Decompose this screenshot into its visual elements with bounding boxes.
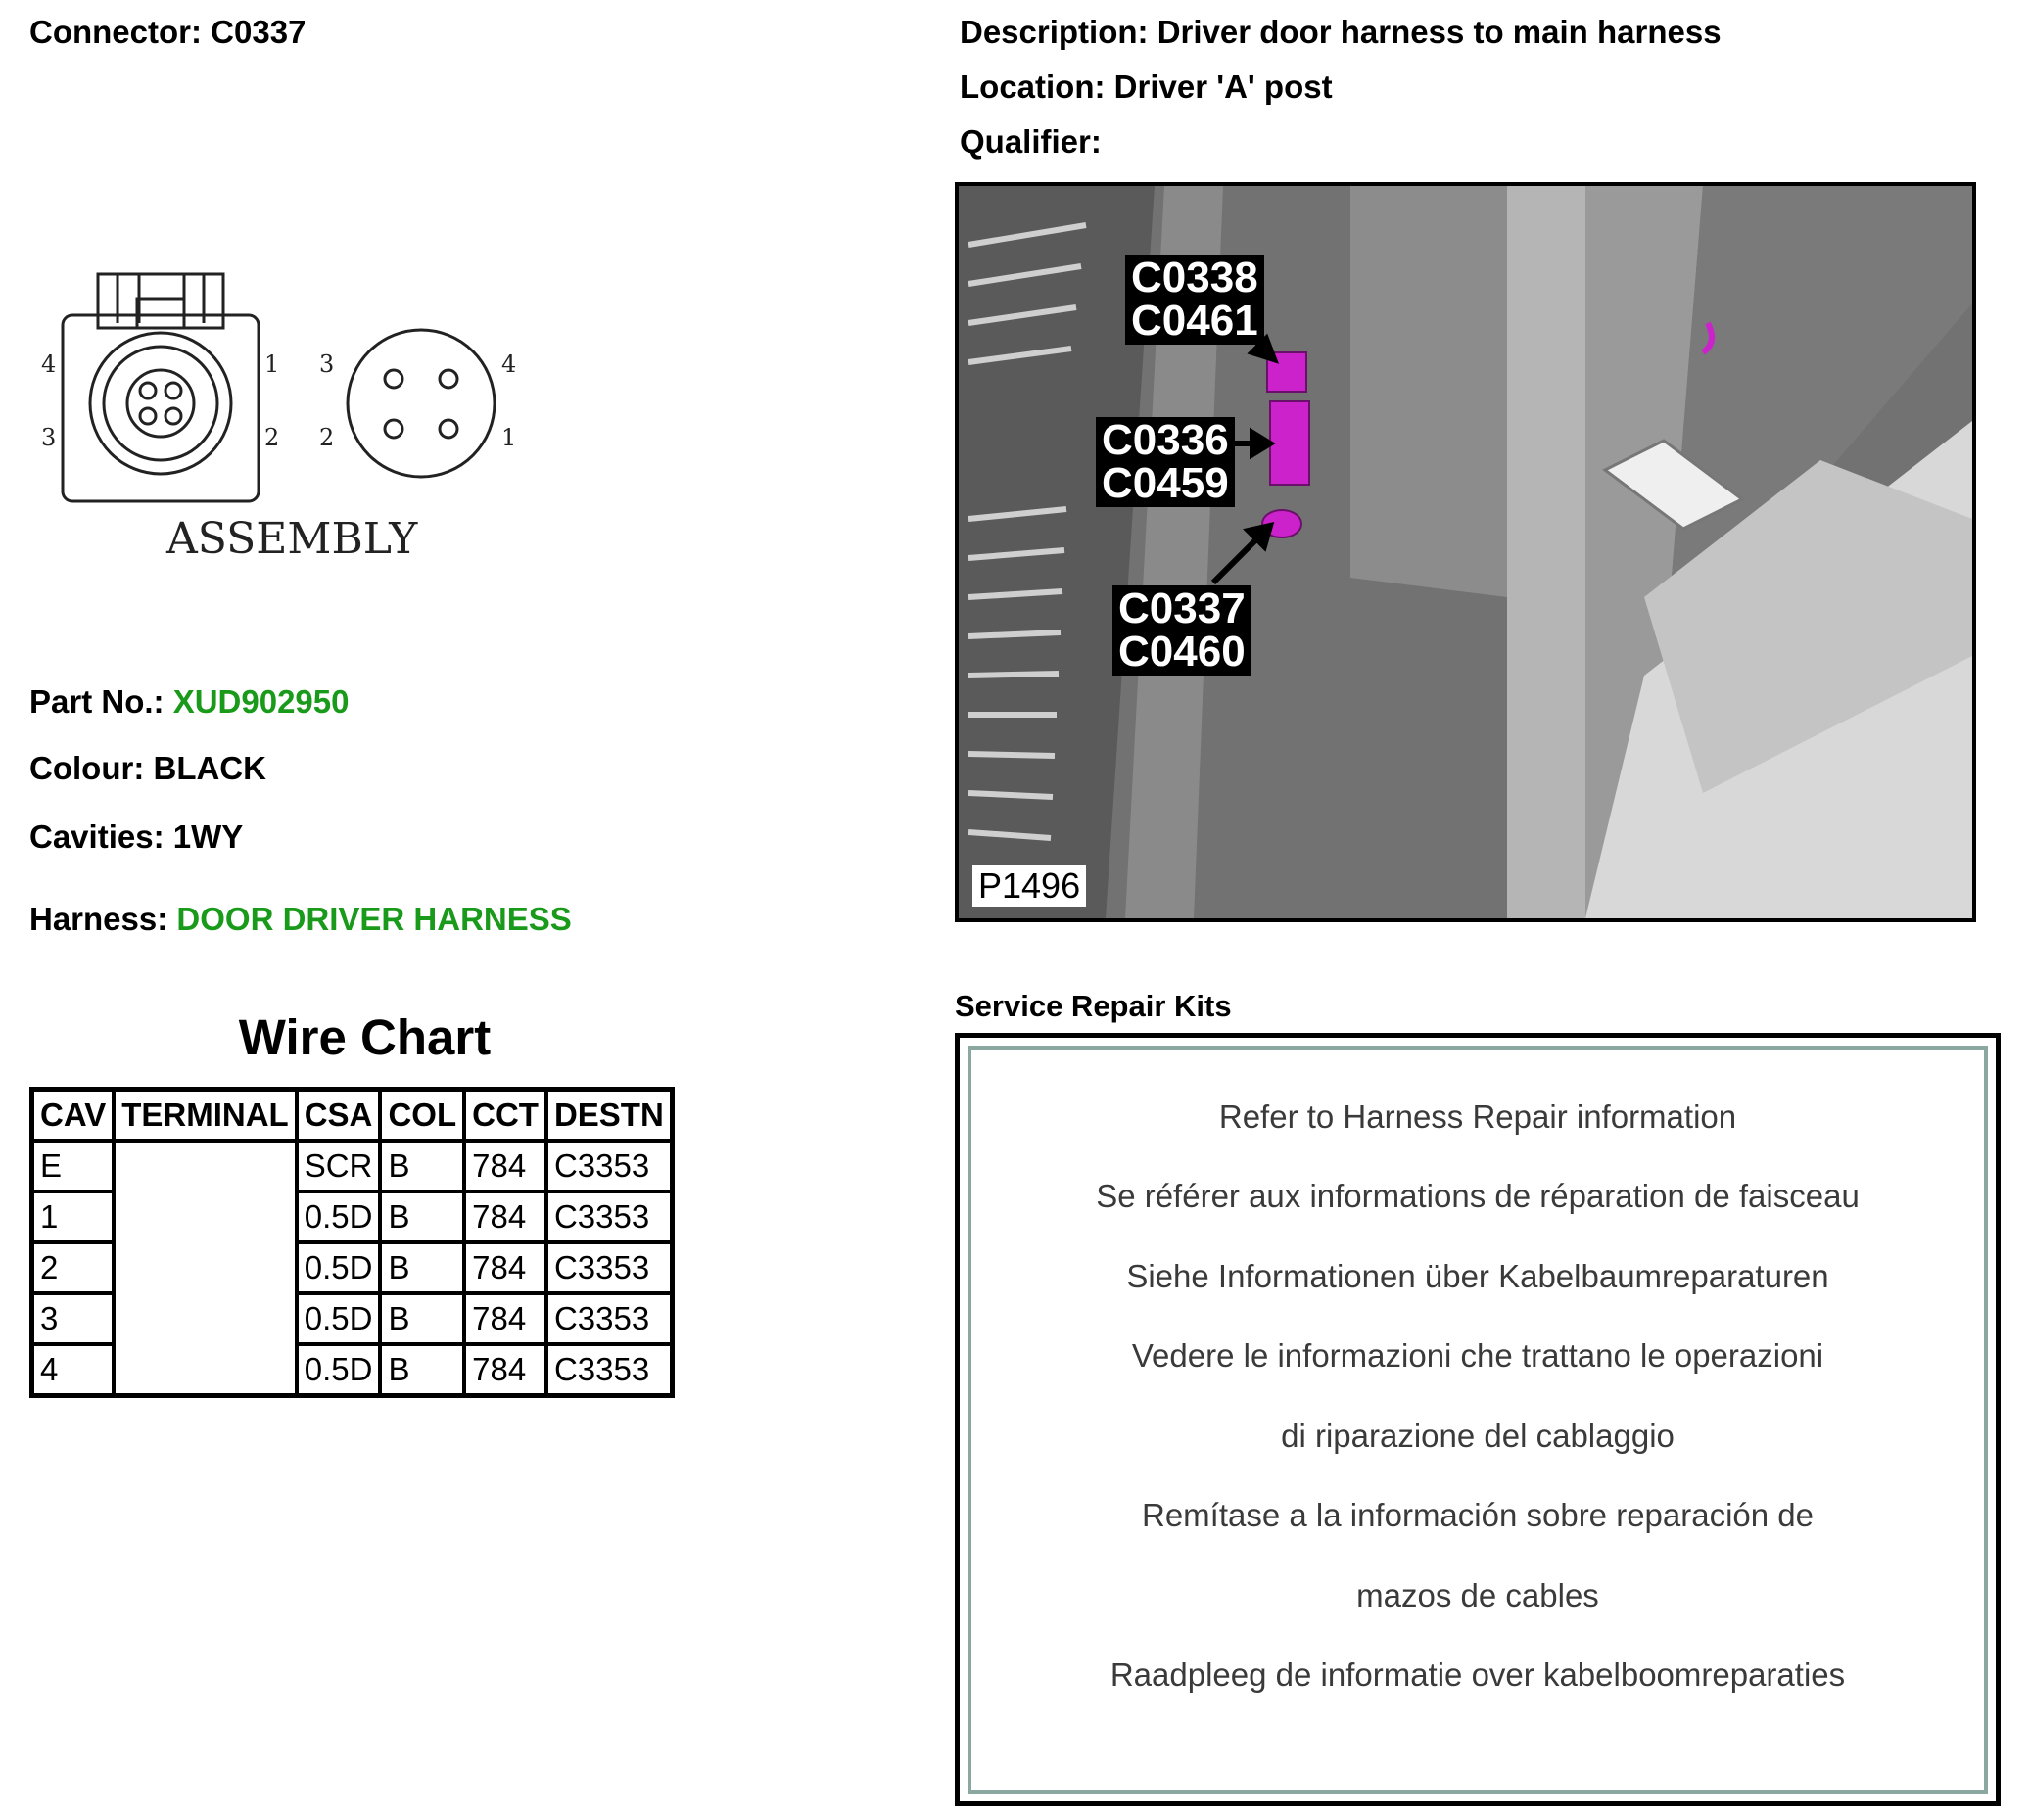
- location-field: [960, 69, 1333, 106]
- cell-csa: SCR: [297, 1141, 381, 1191]
- cell-csa: 0.5D: [297, 1191, 381, 1242]
- repair-kit-inner-frame: [968, 1046, 1988, 1794]
- cell-cav: 4: [32, 1344, 115, 1396]
- description-field: [960, 14, 1722, 51]
- repair-kit-line: Siehe Informationen über Kabelbaumreparaturen: [1126, 1258, 1829, 1294]
- cell-cct: 784: [464, 1191, 546, 1242]
- connector-drawing: [29, 264, 539, 587]
- header-terminal: TERMINAL: [114, 1090, 296, 1142]
- cell-cct: 784: [464, 1344, 546, 1396]
- rear-pin-label: 1: [501, 424, 517, 451]
- cell-col: B: [380, 1242, 464, 1293]
- repair-kit-line: Vedere le informazioni che trattano le operazioni: [1131, 1337, 1824, 1374]
- cell-csa: 0.5D: [297, 1344, 381, 1396]
- callout-c0336: [1096, 417, 1235, 507]
- callout-line: C0337: [1118, 584, 1246, 632]
- cell-col: B: [380, 1141, 464, 1191]
- wire-chart-title: Wire Chart: [238, 1009, 492, 1065]
- header-cct: CCT: [464, 1090, 546, 1142]
- connector-rear-view: [348, 330, 495, 477]
- cell-csa: 0.5D: [297, 1293, 381, 1344]
- callout-line: C0338: [1131, 254, 1258, 302]
- photo-reference: P1496: [972, 865, 1086, 907]
- callout-line: C0460: [1118, 628, 1246, 676]
- harness-value[interactable]: DOOR DRIVER HARNESS: [176, 901, 572, 937]
- drawing-caption: ASSEMBLY: [166, 514, 418, 564]
- cell-col: B: [380, 1344, 464, 1396]
- cell-destn: C3353: [546, 1293, 672, 1344]
- cell-terminal: [114, 1141, 296, 1396]
- qualifier-label: Qualifier:: [960, 123, 1102, 160]
- repair-kit-line: Raadpleeg de informatie over kabelboomreparaties: [1109, 1657, 1846, 1693]
- cell-col: B: [380, 1191, 464, 1242]
- repair-kit-line: Refer to Harness Repair information: [1218, 1098, 1737, 1135]
- cell-cav: 1: [32, 1191, 115, 1242]
- cell-destn: C3353: [546, 1191, 672, 1242]
- table-row: [32, 1141, 673, 1191]
- connector-field: [29, 14, 306, 51]
- connector-front-view: [63, 274, 259, 501]
- repair-kit-line: mazos de cables: [1356, 1577, 1599, 1613]
- part-no-label: Part No.:: [29, 683, 165, 720]
- colour-field: [29, 750, 266, 787]
- cell-destn: C3353: [546, 1242, 672, 1293]
- harness-field: [29, 901, 572, 938]
- cell-cct: 784: [464, 1141, 546, 1191]
- repair-kit-line: di riparazione del cablaggio: [1281, 1418, 1675, 1454]
- description-value: Driver door harness to main harness: [1157, 14, 1722, 50]
- cell-csa: 0.5D: [297, 1242, 381, 1293]
- repair-kit-line: Remítase a la información sobre reparación de: [1141, 1497, 1815, 1533]
- cell-destn: C3353: [546, 1141, 672, 1191]
- colour-label: Colour:: [29, 750, 145, 786]
- cell-cav: E: [32, 1141, 115, 1191]
- callout-c0337: [1112, 585, 1251, 676]
- header-csa: CSA: [297, 1090, 381, 1142]
- cell-cav: 2: [32, 1242, 115, 1293]
- cavities-value: 1WY: [172, 818, 244, 855]
- header-destn: DESTN: [546, 1090, 672, 1142]
- service-repair-kits-box: [955, 1033, 2001, 1806]
- table-header-row: [32, 1090, 673, 1142]
- location-photo: [955, 182, 1976, 922]
- cell-cav: 3: [32, 1293, 115, 1344]
- cell-cct: 784: [464, 1242, 546, 1293]
- callout-c0338: [1125, 255, 1264, 345]
- part-no-field: [29, 683, 349, 721]
- repair-kit-line: Se référer aux informations de réparation de faisceau: [1096, 1178, 1860, 1214]
- front-pin-label: 1: [264, 350, 280, 378]
- location-value: Driver 'A' post: [1113, 69, 1333, 105]
- wire-chart-table: [29, 1087, 675, 1398]
- connector-value: C0337: [211, 14, 307, 50]
- connector-label: Connector:: [29, 14, 202, 50]
- rear-pin-label: 4: [501, 350, 517, 378]
- cell-destn: C3353: [546, 1344, 672, 1396]
- header-cav: CAV: [32, 1090, 115, 1142]
- colour-value: BLACK: [153, 750, 266, 786]
- front-pin-label: 2: [264, 424, 280, 451]
- cavities-field: [29, 818, 243, 856]
- callout-line: C0461: [1131, 297, 1258, 345]
- cell-col: B: [380, 1293, 464, 1344]
- part-no-value[interactable]: XUD902950: [172, 683, 350, 720]
- photo-illustration: [959, 186, 1972, 918]
- callout-line: C0459: [1102, 459, 1229, 507]
- front-pin-label: 4: [41, 350, 57, 378]
- front-pin-label: 3: [41, 424, 57, 451]
- cavities-label: Cavities:: [29, 818, 165, 855]
- qualifier-field: [960, 123, 1102, 161]
- callout-line: C0336: [1102, 416, 1229, 464]
- location-label: Location:: [960, 69, 1106, 105]
- service-repair-kits-title: Service Repair Kits: [955, 989, 1232, 1023]
- cell-cct: 784: [464, 1293, 546, 1344]
- rear-pin-label: 2: [319, 424, 335, 451]
- description-label: Description:: [960, 14, 1149, 50]
- rear-pin-label: 3: [319, 350, 335, 378]
- header-col: COL: [380, 1090, 464, 1142]
- harness-label: Harness:: [29, 901, 168, 937]
